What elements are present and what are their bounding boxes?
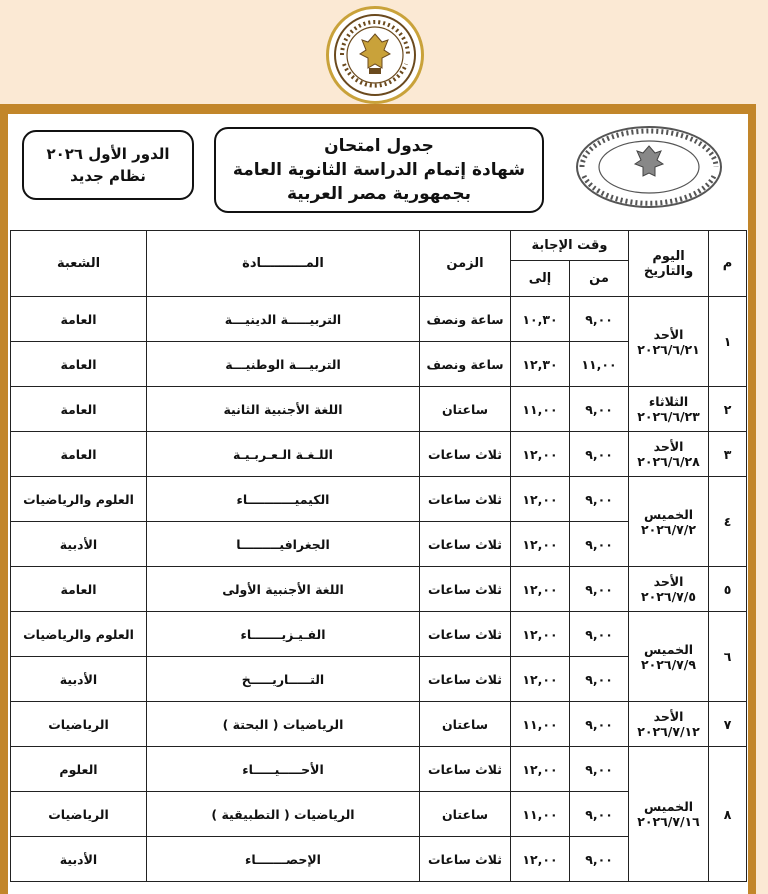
day-name: الثلاثاء <box>648 394 689 409</box>
time-from: ٩,٠٠ <box>570 747 629 792</box>
duration-cell: ساعتان <box>420 387 511 432</box>
branch-cell: العامة <box>11 432 147 477</box>
exam-round-box <box>22 130 194 200</box>
time-from: ٩,٠٠ <box>570 297 629 342</box>
subject-cell: التـــــاريـــــخ <box>147 657 420 702</box>
duration-cell: ساعتان <box>420 702 511 747</box>
subject-cell: الإحصـــــــاء <box>147 837 420 882</box>
exam-date: ٢٠٢٦/٧/١٢ <box>637 724 700 739</box>
ministry-seal <box>570 124 728 210</box>
ministry-logo-top <box>326 6 424 104</box>
subject-cell: اللـغـة الـعـربـيـة <box>147 432 420 477</box>
day-name: الأحد <box>653 439 684 454</box>
header-day-line1: اليوم <box>652 248 685 264</box>
duration-cell: ثلاث ساعات <box>420 747 511 792</box>
time-from: ٩,٠٠ <box>570 567 629 612</box>
subject-cell: اللغة الأجنبية الأولى <box>147 567 420 612</box>
time-to: ١٠,٣٠ <box>511 297 570 342</box>
day-date-cell <box>629 387 709 432</box>
time-to: ١٢,٠٠ <box>511 522 570 567</box>
header-day-date <box>629 231 709 297</box>
duration-cell: ساعتان <box>420 792 511 837</box>
day-name: الأحد <box>653 326 684 342</box>
branch-cell: العامة <box>11 342 147 387</box>
day-date-cell <box>629 612 709 702</box>
header-to: إلى <box>511 261 570 297</box>
table-row <box>11 432 747 477</box>
branch-cell: الأدبية <box>11 837 147 882</box>
day-date-cell <box>629 702 709 747</box>
branch-cell: الرياضيات <box>11 792 147 837</box>
day-date-cell <box>629 432 709 477</box>
branch-cell: العامة <box>11 387 147 432</box>
header-subject: المــــــــــادة <box>147 231 420 297</box>
duration-cell: ثلاث ساعات <box>420 657 511 702</box>
row-number: ٣ <box>709 432 747 477</box>
time-from: ٩,٠٠ <box>570 702 629 747</box>
day-name: الخميس <box>643 506 694 522</box>
time-to: ١٢,٠٠ <box>511 747 570 792</box>
time-to: ١١,٠٠ <box>511 792 570 837</box>
subject-cell: الجغرافيـــــــــا <box>147 522 420 567</box>
header-duration: الزمن <box>420 231 511 297</box>
table-row <box>11 747 747 792</box>
table-row <box>11 612 747 657</box>
exam-title-box <box>214 127 544 213</box>
day-name: الخميس <box>643 799 694 814</box>
time-from: ١١,٠٠ <box>570 342 629 387</box>
exam-date: ٢٠٢٦/٧/٥ <box>641 589 696 604</box>
row-number: ٤ <box>709 477 747 567</box>
title-line-2: شهادة إتمام الدراسة الثانوية العامة <box>232 160 526 180</box>
duration-cell: ثلاث ساعات <box>420 477 511 522</box>
subject-cell: الفـيـزيـــــــاء <box>147 612 420 657</box>
exam-date: ٢٠٢٦/٦/٢٨ <box>637 454 700 469</box>
row-number: ٦ <box>709 612 747 702</box>
header-branch: الشعبة <box>11 231 147 297</box>
table-row <box>11 702 747 747</box>
header-answer-time: وقت الإجابة <box>511 231 629 261</box>
time-to: ١٢,٠٠ <box>511 477 570 522</box>
time-from: ٩,٠٠ <box>570 792 629 837</box>
branch-cell: العامة <box>11 567 147 612</box>
time-from: ٩,٠٠ <box>570 612 629 657</box>
table-row <box>11 567 747 612</box>
header-day-line2: والتاريخ <box>643 263 694 279</box>
table-row <box>11 477 747 522</box>
title-line-3: بجمهورية مصر العربية <box>286 184 472 204</box>
time-to: ١٢,٠٠ <box>511 567 570 612</box>
day-date-cell <box>629 747 709 882</box>
schedule-sheet <box>8 114 748 894</box>
time-from: ٩,٠٠ <box>570 387 629 432</box>
duration-cell: ساعة ونصف <box>420 342 511 387</box>
table-row <box>11 387 747 432</box>
branch-cell: العلوم والرياضيات <box>11 612 147 657</box>
time-to: ١٢,٠٠ <box>511 837 570 882</box>
document-header <box>8 114 748 230</box>
exam-schedule-table <box>10 230 747 882</box>
day-name: الأحد <box>653 709 684 724</box>
day-name: الأحد <box>653 574 684 589</box>
day-name: الخميس <box>643 641 694 657</box>
time-from: ٩,٠٠ <box>570 432 629 477</box>
row-number: ٥ <box>709 567 747 612</box>
duration-cell: ثلاث ساعات <box>420 837 511 882</box>
header-from: من <box>570 261 629 297</box>
row-number: ٨ <box>709 747 747 882</box>
duration-cell: ثلاث ساعات <box>420 522 511 567</box>
time-to: ١٢,٠٠ <box>511 432 570 477</box>
duration-cell: ثلاث ساعات <box>420 612 511 657</box>
time-to: ١٢,٣٠ <box>511 342 570 387</box>
branch-cell: الأدبية <box>11 657 147 702</box>
branch-cell: العامة <box>11 297 147 342</box>
duration-cell: ثلاث ساعات <box>420 432 511 477</box>
document-frame <box>0 104 756 894</box>
duration-cell: ساعة ونصف <box>420 297 511 342</box>
time-to: ١٢,٠٠ <box>511 612 570 657</box>
time-from: ٩,٠٠ <box>570 522 629 567</box>
row-number: ٧ <box>709 702 747 747</box>
time-from: ٩,٠٠ <box>570 657 629 702</box>
subject-cell: الرياضيات ( التطبيقية ) <box>147 792 420 837</box>
branch-cell: العلوم <box>11 747 147 792</box>
exam-system-label: نظام جديد <box>70 167 146 185</box>
time-from: ٩,٠٠ <box>570 477 629 522</box>
row-number: ١ <box>709 297 747 387</box>
time-to: ١١,٠٠ <box>511 387 570 432</box>
time-from: ٩,٠٠ <box>570 837 629 882</box>
time-to: ١١,٠٠ <box>511 702 570 747</box>
ministry-emblem-icon <box>332 12 418 98</box>
schedule-body <box>11 297 747 882</box>
title-line-1: جدول امتحان <box>324 136 434 156</box>
exam-date: ٢٠٢٦/٦/٢١ <box>637 341 700 357</box>
ministry-seal-icon <box>574 124 724 210</box>
branch-cell: العلوم والرياضيات <box>11 477 147 522</box>
exam-date: ٢٠٢٦/٧/٢ <box>641 521 696 537</box>
branch-cell: الأدبية <box>11 522 147 567</box>
subject-cell: التربيـــــة الدينيـــة <box>147 297 420 342</box>
exam-date: ٢٠٢٦/٦/٢٣ <box>637 409 700 424</box>
exam-date: ٢٠٢٦/٧/٩ <box>641 656 696 672</box>
time-to: ١٢,٠٠ <box>511 657 570 702</box>
duration-cell: ثلاث ساعات <box>420 567 511 612</box>
subject-cell: التربيـــة الوطنيـــة <box>147 342 420 387</box>
table-row <box>11 297 747 342</box>
row-number: ٢ <box>709 387 747 432</box>
exam-date: ٢٠٢٦/٧/١٦ <box>637 814 700 829</box>
day-date-cell <box>629 567 709 612</box>
subject-cell: اللغة الأجنبية الثانية <box>147 387 420 432</box>
exam-round-label: الدور الأول ٢٠٢٦ <box>46 145 170 163</box>
day-date-cell <box>629 297 709 387</box>
subject-cell: الكيميـــــــــــاء <box>147 477 420 522</box>
subject-cell: الرياضيات ( البحتة ) <box>147 702 420 747</box>
day-date-cell <box>629 477 709 567</box>
branch-cell: الرياضيات <box>11 702 147 747</box>
subject-cell: الأحـــــيـــــاء <box>147 747 420 792</box>
header-num: م <box>709 231 747 297</box>
